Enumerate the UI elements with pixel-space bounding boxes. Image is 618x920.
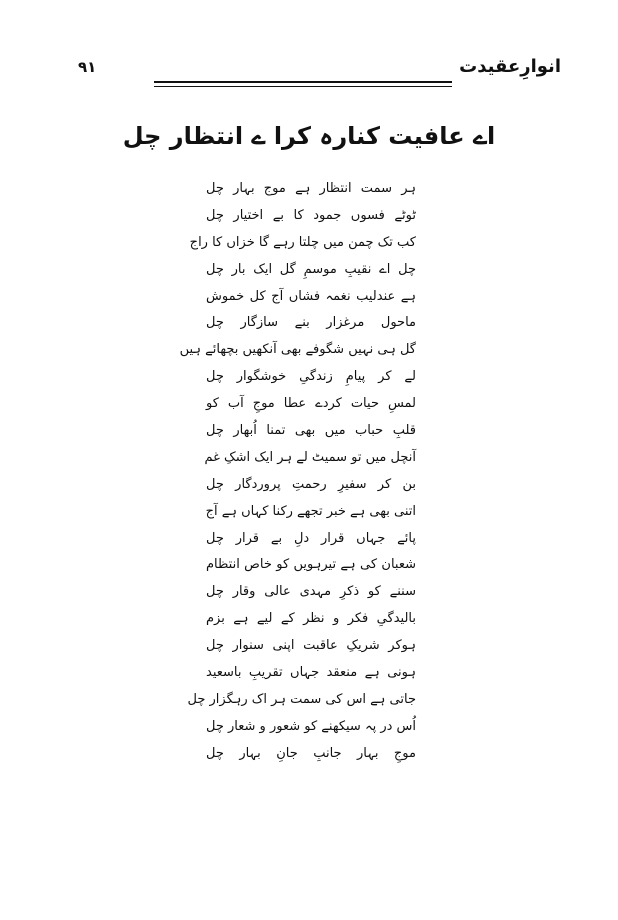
verse-line: بالیدگیِ فکر و نظر کے لیے ہے بزم — [206, 611, 416, 627]
poem-verses — [0, 176, 618, 768]
verse-line: اُس در پہ سیکھنے کو شعور و شعار چل — [206, 718, 416, 734]
page-header — [0, 56, 618, 96]
verse-line: ہوکر شریکِ عاقبت اپنی سنوار چل — [206, 638, 416, 654]
verse-line: لمسِ حیات کردے عطا موجِ آب کو — [206, 396, 416, 412]
verse-line: بن کر سفیرِ رحمتِ پروردگار چل — [206, 476, 416, 492]
poem-title: اے عافیت کنارہ کرا ے انتظار چل — [122, 122, 496, 150]
verse-line: شعبان کی ہے تیرہویں کو خاص انتظام — [206, 557, 416, 573]
header-rule-thin — [154, 86, 452, 87]
verse-line: گل ہی نہیں شگوفے بھی آنکھیں بچھائے ہیں — [179, 342, 416, 358]
verse-line: ہر سمت انتظار ہے موج بہار چل — [206, 181, 416, 196]
verse-line: ہونی ہے منعقد جہاں تقریبِ باسعید — [206, 665, 416, 681]
verse-line: کب تک چمن میں چلتا رہے گا خزاں کا راج — [189, 234, 416, 250]
verse-line: لے کر پیامِ زندگیِ خوشگوار چل — [206, 369, 416, 385]
verse-line: آنچل میں تو سمیٹ لے ہر ایک اشکِ غم — [204, 449, 416, 465]
verse-line: جاتی ہے اس کی سمت ہر اک رہگزار چل — [187, 691, 416, 707]
verse-line: سننے کو ذکرِ مہدی عالی وقار چل — [206, 584, 416, 600]
verse-line: قلبِ حباب میں بھی تمنا اُبھار چل — [206, 423, 416, 439]
verse-line: چل اے نقیبِ موسمِ گل ایک بار چل — [206, 261, 416, 277]
page-number: ۹۱ — [78, 58, 97, 76]
verse-line: ہے عندلیب نغمہ فشاں آج کل خموش — [206, 288, 416, 304]
verse-line: پائے جہاں قرار دلِ بے قرار چل — [206, 530, 416, 546]
verse-line: ٹوٹے فسوں جمود کا بے اختیار چل — [206, 207, 416, 223]
verse-line: اتنی بھی ہے خبر تجھے رکنا کہاں ہے آج — [205, 503, 416, 519]
header-rule-thick — [154, 81, 452, 83]
running-head: انوارِعقیدت — [459, 56, 561, 77]
verse-line: ماحول مرغزار بنے سازگار چل — [206, 315, 416, 331]
verse-line: موجِ بہار جانبِ جانِ بہار چل — [206, 745, 416, 761]
